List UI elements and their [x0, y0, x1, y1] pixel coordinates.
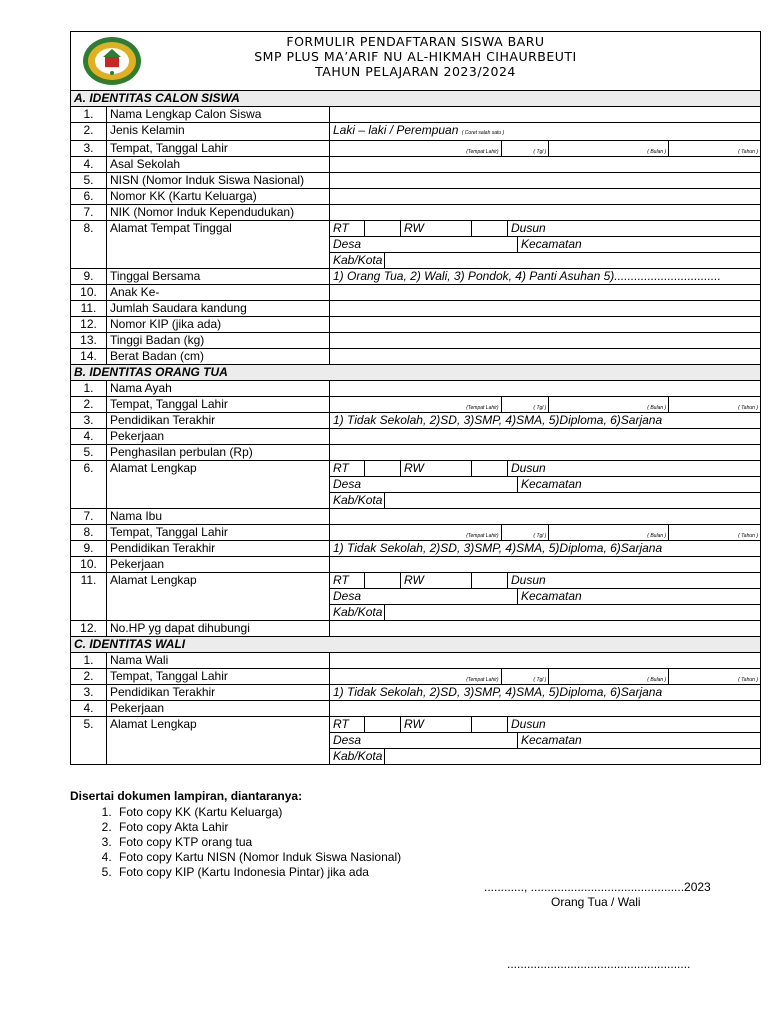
dusun-label: Dusun [511, 461, 546, 475]
rw-value[interactable] [472, 573, 508, 588]
field-label: Tinggal Bersama [107, 269, 330, 285]
dusun-label: Dusun [511, 573, 546, 587]
title-line-1: FORMULIR PENDAFTARAN SISWA BARU [286, 34, 545, 49]
ttl-bulan-label: ( Bulan ) [549, 525, 669, 540]
ttl-tahun-label: ( Tahun ) [738, 533, 758, 539]
row-number: 5. [71, 445, 107, 461]
mother-birth-field[interactable] [330, 525, 761, 541]
field-label: Pendidikan Terakhir [107, 413, 330, 429]
kecamatan-label: Kecamatan [521, 477, 582, 491]
guardian-job-field[interactable] [330, 701, 761, 717]
height-field[interactable] [330, 333, 761, 349]
title-line-2: SMP PLUS MA’ARIF NU AL-HIKMAH CIHAURBEUTI [254, 49, 577, 64]
field-label: Pendidikan Terakhir [107, 685, 330, 701]
row-number: 3. [71, 141, 107, 157]
gender-options: Laki – laki / Perempuan [333, 123, 459, 137]
table-row [71, 541, 761, 557]
birth-place-date-field[interactable] [330, 141, 761, 157]
ttl-tgl-label: ( Tgl ) [502, 669, 550, 684]
table-row [71, 285, 761, 301]
row-number: 7. [71, 509, 107, 525]
list-item: 1. Foto copy KK (Kartu Keluarga) [115, 805, 401, 820]
field-label: Alamat Tempat Tinggal [107, 221, 330, 269]
field-label: Nama Ibu [107, 509, 330, 525]
field-label: Nama Lengkap Calon Siswa [107, 107, 330, 123]
weight-field[interactable] [330, 349, 761, 365]
row-number: 7. [71, 205, 107, 221]
row-number: 6. [71, 461, 107, 509]
field-label: Pekerjaan [107, 557, 330, 573]
father-name-field[interactable] [330, 381, 761, 397]
ttl-tgl-label: ( Tgl ) [502, 141, 550, 156]
table-row [71, 157, 761, 173]
field-label: Tempat, Tanggal Lahir [107, 525, 330, 541]
row-number: 8. [71, 525, 107, 541]
row-number: 2. [71, 123, 107, 141]
gender-field[interactable] [330, 123, 761, 141]
row-number: 3. [71, 685, 107, 701]
row-number: 4. [71, 701, 107, 717]
field-label: Tinggi Badan (kg) [107, 333, 330, 349]
rw-label: RW [401, 221, 472, 236]
child-order-field[interactable] [330, 285, 761, 301]
form-title [71, 32, 760, 79]
desa-label: Desa [333, 477, 362, 491]
table-row [71, 189, 761, 205]
table-row [71, 653, 761, 669]
desa-label: Desa [333, 589, 362, 603]
phone-field[interactable] [330, 621, 761, 637]
field-label: Nama Ayah [107, 381, 330, 397]
row-number: 9. [71, 541, 107, 557]
ttl-tempat-label: (Tempat Lahir) [330, 669, 502, 684]
row-number: 6. [71, 189, 107, 205]
kabkota-label: Kab/Kota [333, 605, 383, 619]
siblings-field[interactable] [330, 301, 761, 317]
field-label: Tempat, Tanggal Lahir [107, 669, 330, 685]
table-row [71, 429, 761, 445]
table-row [71, 413, 761, 429]
row-number: 12. [71, 621, 107, 637]
mother-education-field[interactable]: 1) Tidak Sekolah, 2)SD, 3)SMP, 4)SMA, 5)Diploma, 6)Sarjana [330, 541, 761, 557]
table-row [71, 123, 761, 141]
ttl-bulan-label: ( Bulan ) [549, 669, 669, 684]
field-label: Anak Ke- [107, 285, 330, 301]
ttl-tgl-label: ( Tgl ) [502, 525, 550, 540]
row-number: 4. [71, 157, 107, 173]
table-row [71, 333, 761, 349]
list-item: 4. Foto copy Kartu NISN (Nomor Induk Siswa Nasional) [115, 850, 401, 865]
school-logo-icon [81, 35, 143, 87]
row-number: 2. [71, 669, 107, 685]
field-label: Pekerjaan [107, 701, 330, 717]
ttl-tempat-label: (Tempat Lahir) [330, 141, 502, 156]
registration-form-table [70, 31, 761, 765]
row-number: 2. [71, 397, 107, 413]
kecamatan-label: Kecamatan [521, 237, 582, 251]
ttl-tempat-label: (Tempat Lahir) [330, 525, 502, 540]
table-row [71, 173, 761, 189]
section-c-title: C. IDENTITAS WALI [71, 637, 761, 653]
list-item: 3. Foto copy KTP orang tua [115, 835, 401, 850]
father-education-field[interactable]: 1) Tidak Sekolah, 2)SD, 3)SMP, 4)SMA, 5)Diploma, 6)Sarjana [330, 413, 761, 429]
nisn-field[interactable] [330, 173, 761, 189]
ttl-tahun-label: ( Tahun ) [738, 149, 758, 155]
row-number: 10. [71, 557, 107, 573]
row-number: 1. [71, 653, 107, 669]
table-row [71, 317, 761, 333]
attachments-list [70, 805, 401, 880]
signature-line[interactable]: ....................................................... [507, 957, 691, 971]
field-label: Jenis Kelamin [107, 123, 330, 141]
field-label: Penghasilan perbulan (Rp) [107, 445, 330, 461]
ttl-tahun-label: ( Tahun ) [738, 677, 758, 683]
row-number: 11. [71, 573, 107, 621]
kecamatan-label: Kecamatan [521, 589, 582, 603]
nik-field[interactable] [330, 205, 761, 221]
table-row [71, 701, 761, 717]
table-row [71, 717, 761, 765]
guardian-address-field[interactable] [330, 717, 761, 765]
field-label: Asal Sekolah [107, 157, 330, 173]
rw-label: RW [401, 573, 472, 588]
list-item: 2. Foto copy Akta Lahir [115, 820, 401, 835]
income-field[interactable] [330, 445, 761, 461]
title-line-3: TAHUN PELAJARAN 2023/2024 [315, 64, 516, 79]
row-number: 1. [71, 381, 107, 397]
rt-value[interactable] [365, 717, 401, 732]
row-number: 4. [71, 429, 107, 445]
table-row [71, 221, 761, 269]
desa-label: Desa [333, 733, 362, 747]
field-label: No.HP yg dapat dihubungi [107, 621, 330, 637]
row-number: 8. [71, 221, 107, 269]
field-label: Alamat Lengkap [107, 717, 330, 765]
field-label: NISN (Nomor Induk Siswa Nasional) [107, 173, 330, 189]
attachments-title: Disertai dokumen lampiran, diantaranya: [70, 789, 303, 803]
rw-value[interactable] [472, 717, 508, 732]
field-label: Tempat, Tanggal Lahir [107, 397, 330, 413]
dusun-label: Dusun [511, 717, 546, 731]
table-row [71, 205, 761, 221]
table-row [71, 685, 761, 701]
signature-role: Orang Tua / Wali [551, 895, 641, 909]
table-row [71, 461, 761, 509]
field-label: Alamat Lengkap [107, 573, 330, 621]
row-number: 3. [71, 413, 107, 429]
mother-name-field[interactable] [330, 509, 761, 525]
table-row [71, 445, 761, 461]
rw-label: RW [401, 461, 472, 476]
kk-number-field[interactable] [330, 189, 761, 205]
table-row [71, 509, 761, 525]
student-name-field[interactable] [330, 107, 761, 123]
table-row [71, 621, 761, 637]
field-label: Nama Wali [107, 653, 330, 669]
table-row [71, 669, 761, 685]
table-row [71, 141, 761, 157]
table-row [71, 525, 761, 541]
table-row [71, 269, 761, 285]
table-row [71, 557, 761, 573]
section-b-title: B. IDENTITAS ORANG TUA [71, 365, 761, 381]
signature-date-line[interactable]: ............, ..............................................2023 [484, 880, 711, 894]
ttl-tahun-label: ( Tahun ) [738, 405, 758, 411]
field-label: NIK (Nomor Induk Kependudukan) [107, 205, 330, 221]
table-row [71, 107, 761, 123]
ttl-bulan-label: ( Bulan ) [549, 141, 669, 156]
field-label: Pendidikan Terakhir [107, 541, 330, 557]
rw-value[interactable] [472, 221, 508, 236]
kabkota-label: Kab/Kota [333, 493, 383, 507]
rw-value[interactable] [472, 461, 508, 476]
father-address-field[interactable] [330, 461, 761, 509]
row-number: 9. [71, 269, 107, 285]
mother-address-field[interactable] [330, 573, 761, 621]
kip-number-field[interactable] [330, 317, 761, 333]
field-label: Alamat Lengkap [107, 461, 330, 509]
field-label: Jumlah Saudara kandung [107, 301, 330, 317]
table-row [71, 349, 761, 365]
table-row [71, 381, 761, 397]
mother-job-field[interactable] [330, 557, 761, 573]
table-row [71, 301, 761, 317]
guardian-birth-field[interactable] [330, 669, 761, 685]
field-label: Berat Badan (cm) [107, 349, 330, 365]
row-number: 1. [71, 107, 107, 123]
row-number: 5. [71, 173, 107, 189]
rt-label: RT [330, 573, 365, 588]
desa-label: Desa [333, 237, 362, 251]
field-label: Pekerjaan [107, 429, 330, 445]
father-job-field[interactable] [330, 429, 761, 445]
field-label: Nomor KIP (jika ada) [107, 317, 330, 333]
ttl-bulan-label: ( Bulan ) [549, 397, 669, 412]
row-number: 14. [71, 349, 107, 365]
list-item: 5. Foto copy KIP (Kartu Indonesia Pintar) jika ada [115, 865, 401, 880]
dusun-label: Dusun [511, 221, 546, 235]
ttl-tempat-label: (Tempat Lahir) [330, 397, 502, 412]
rt-value[interactable] [365, 221, 401, 236]
row-number: 5. [71, 717, 107, 765]
table-row [71, 573, 761, 621]
father-birth-field[interactable] [330, 397, 761, 413]
form-header [71, 32, 761, 91]
row-number: 11. [71, 301, 107, 317]
living-with-field[interactable]: 1) Orang Tua, 2) Wali, 3) Pondok, 4) Panti Asuhan 5)................................ [330, 269, 761, 285]
rw-label: RW [401, 717, 472, 732]
kecamatan-label: Kecamatan [521, 733, 582, 747]
row-number: 13. [71, 333, 107, 349]
rt-label: RT [330, 717, 365, 732]
rt-label: RT [330, 221, 365, 236]
row-number: 10. [71, 285, 107, 301]
gender-note: ( Coret salah satu ) [461, 130, 505, 136]
ttl-tgl-label: ( Tgl ) [502, 397, 550, 412]
row-number: 12. [71, 317, 107, 333]
guardian-name-field[interactable] [330, 653, 761, 669]
field-label: Tempat, Tanggal Lahir [107, 141, 330, 157]
rt-value[interactable] [365, 461, 401, 476]
field-label: Nomor KK (Kartu Keluarga) [107, 189, 330, 205]
kabkota-label: Kab/Kota [333, 749, 383, 763]
table-row [71, 397, 761, 413]
section-a-title: A. IDENTITAS CALON SISWA [71, 91, 761, 107]
rt-value[interactable] [365, 573, 401, 588]
kabkota-label: Kab/Kota [333, 253, 383, 267]
guardian-education-field[interactable]: 1) Tidak Sekolah, 2)SD, 3)SMP, 4)SMA, 5)Diploma, 6)Sarjana [330, 685, 761, 701]
student-address-field[interactable] [330, 221, 761, 269]
origin-school-field[interactable] [330, 157, 761, 173]
attachments-section [70, 789, 401, 880]
rt-label: RT [330, 461, 365, 476]
